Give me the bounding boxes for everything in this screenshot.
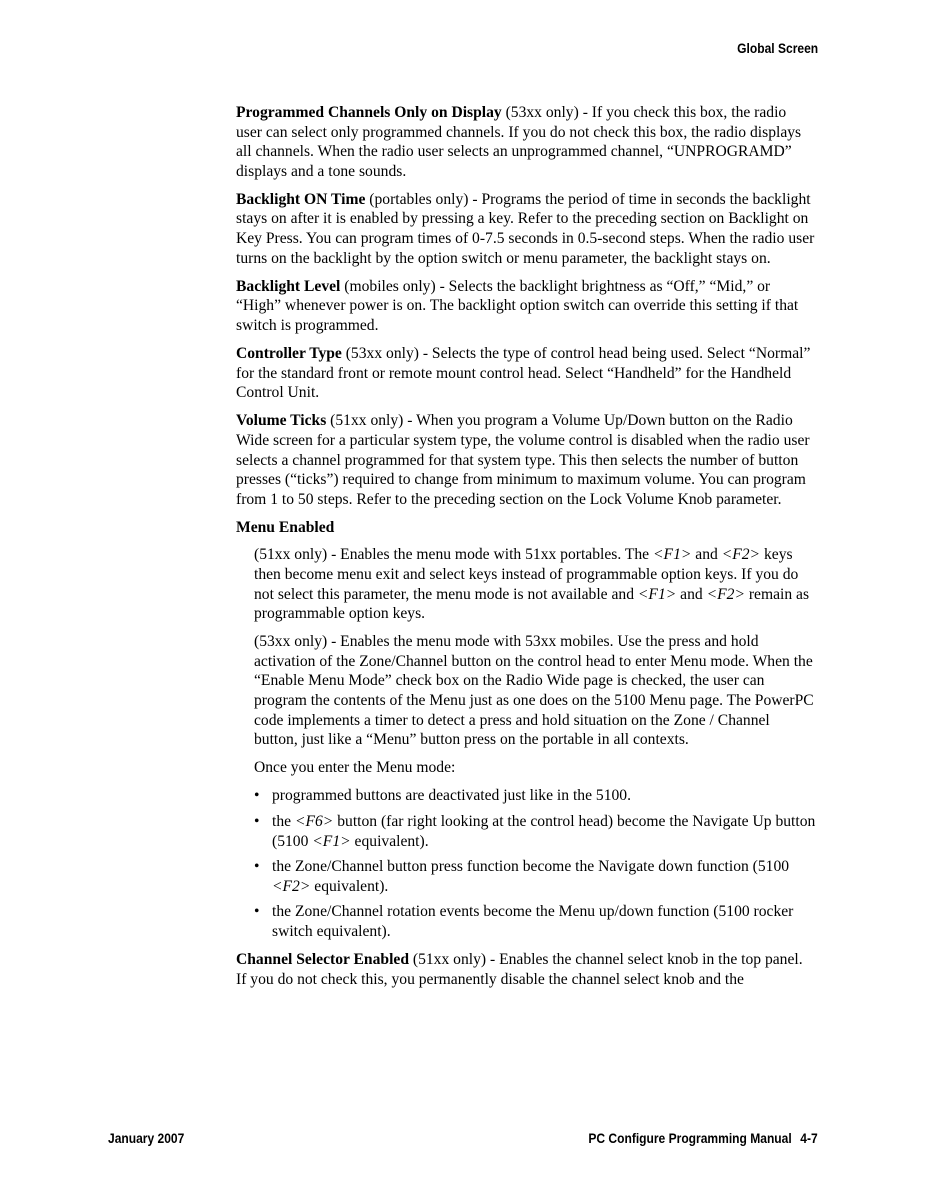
paragraph-controller-type xyxy=(236,344,816,403)
list-item xyxy=(254,857,816,896)
term-backlight-level: Backlight Level xyxy=(236,277,341,295)
list-item xyxy=(254,786,816,806)
bullet-icon: • xyxy=(254,787,260,805)
footer-manual-title: PC Configure Programming Manual xyxy=(588,1130,792,1146)
footer-title-block xyxy=(589,1130,818,1146)
heading-menu-enabled: Menu Enabled xyxy=(236,518,335,536)
list-item xyxy=(254,902,816,941)
bullet-text-c: equivalent). xyxy=(350,832,429,850)
menu-51xx-text-d: and xyxy=(676,585,707,603)
paragraph-channel-selector xyxy=(236,950,816,989)
menu-51xx-text-e: remain as programmable option keys. xyxy=(254,585,810,623)
key-f1-ref: <F1> xyxy=(653,546,692,564)
key-f2-ref: <F2> xyxy=(721,546,761,564)
bullet-text: programmed buttons are deactivated just like in the 5100. xyxy=(272,787,631,805)
paragraph-menu-mode-intro: Once you enter the Menu mode: xyxy=(254,759,456,777)
desc-backlight-level: (mobiles only) - Selects the backlight brightness as “Off,” “Mid,” or “High” whenever power is on. The backlight option switch can override this setting if that switch is programmed. xyxy=(236,277,799,334)
term-volume-ticks: Volume Ticks xyxy=(236,412,327,430)
list-item xyxy=(254,812,816,851)
term-controller-type: Controller Type xyxy=(236,345,342,363)
bullet-icon: • xyxy=(254,903,260,921)
key-f2-ref: <F2> xyxy=(272,877,311,895)
key-f1-ref: <F1> xyxy=(312,832,351,850)
menu-51xx-text-c: keys then become menu exit and select keys instead of programmable option keys. If you do not select this parameter, the menu mode is not available and xyxy=(254,546,799,603)
desc-programmed-channels: (53xx only) - If you check this box, the radio user can select only programmed channels. If you do not check this box, the radio displays all channels. When the radio user selects an unprogrammed channel, “UNPROGRAMD” displays and a tone sounds. xyxy=(236,104,802,180)
desc-volume-ticks: (51xx only) - When you program a Volume Up/Down button on the Radio Wide screen for a particular system type, the volume control is disabled when the radio user selects a channel programmed for that system type. This then selects the number of button presses (“ticks”) required to change from minimum to maximum volume. You can program from 1 to 50 steps. Refer to the preceding section on the Lock Volume Knob parameter. xyxy=(236,412,810,508)
desc-backlight-on-time: (portables only) - Programs the period of time in seconds the backlight stays on after it is enabled by pressing a key. Refer to the preceding section on Backlight on Key Press. You can program times of 0-7.5 seconds in 0.5-second steps. When the radio user turns on the backlight by the option switch or menu parameter, the backlight stays on. xyxy=(236,190,815,267)
desc-channel-selector: (51xx only) - Enables the channel select knob in the top panel. If you do not check this, you permanently disable the channel select knob and the xyxy=(236,951,803,988)
paragraph-menu-53xx: (53xx only) - Enables the menu mode with 53xx mobiles. Use the press and hold activation of the Zone/Channel button on the control head to enter Menu mode. When the “Enable Menu Mode” check box on the Radio Wide page is checked, the user can program the contents of the Menu just as one does on the 5100 Menu page. The PowerPC code implements a timer to detect a press and hold situation on the Zone / Channel button, just like a “Menu” button press on the portable in all contexts. xyxy=(254,633,814,749)
bullet-text-a: the xyxy=(272,813,295,830)
running-header xyxy=(737,40,818,56)
bullet-text: the Zone/Channel rotation events become the Menu up/down function (5100 rocker switch equivalent). xyxy=(272,903,794,940)
bullet-icon: • xyxy=(254,813,260,830)
paragraph-programmed-channels xyxy=(236,103,816,181)
bullet-text-b: button (far right looking at the control head) become the Navigate Up button (5100 xyxy=(272,813,816,850)
desc-controller-type: (53xx only) - Selects the type of control head being used. Select “Normal” for the standard front or remote mount control head. Select “Handheld” for the Handheld Control Unit. xyxy=(236,345,811,402)
page-body xyxy=(236,103,816,998)
term-programmed-channels: Programmed Channels Only on Display xyxy=(236,104,502,121)
menu-mode-bullet-list xyxy=(254,786,816,941)
key-f6-ref: <F6> xyxy=(294,813,334,830)
term-backlight-on-time: Backlight ON Time xyxy=(236,190,366,208)
key-f2-ref: <F2> xyxy=(706,585,745,603)
paragraph-volume-ticks xyxy=(236,411,816,509)
bullet-text-a: the Zone/Channel button press function become the Navigate down function (5100 xyxy=(272,858,790,876)
paragraph-menu-51xx xyxy=(254,545,816,623)
paragraph-backlight-on-time xyxy=(236,190,816,268)
bullet-icon: • xyxy=(254,858,260,876)
bullet-text-b: equivalent). xyxy=(310,877,389,895)
paragraph-backlight-level xyxy=(236,277,816,336)
term-channel-selector: Channel Selector Enabled xyxy=(236,951,409,969)
footer-date: January 2007 xyxy=(108,1130,185,1146)
key-f1-ref: <F1> xyxy=(637,585,677,603)
menu-51xx-text-a: (51xx only) - Enables the menu mode with 51xx portables. The xyxy=(254,546,654,564)
footer-page-number: 4-7 xyxy=(800,1130,818,1146)
header-section-title: Global Screen xyxy=(737,40,818,56)
menu-51xx-text-b: and xyxy=(691,546,722,564)
